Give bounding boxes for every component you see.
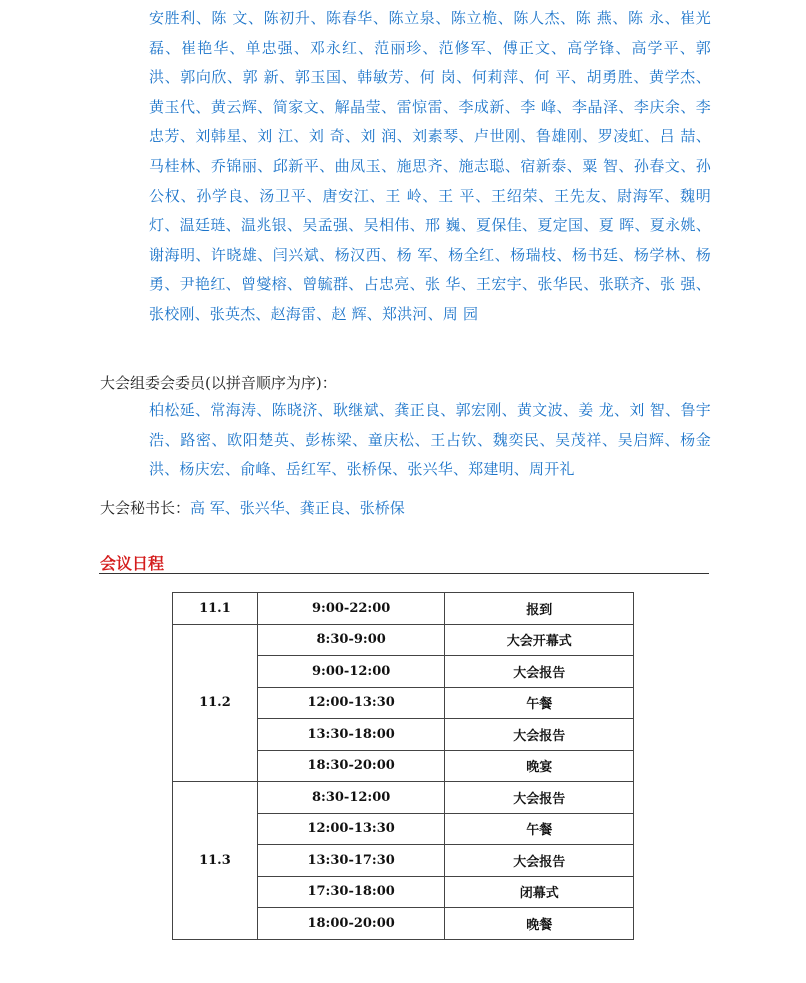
schedule-date: 11.2 [173, 624, 258, 782]
schedule-date: 11.3 [173, 782, 258, 940]
schedule-event: 大会报告 [445, 719, 634, 751]
schedule-date: 11.1 [173, 593, 258, 625]
schedule-event: 大会报告 [445, 845, 634, 877]
schedule-table [172, 592, 634, 940]
schedule-time: 13:30-17:30 [257, 845, 445, 877]
schedule-time: 18:00-20:00 [257, 908, 445, 940]
organizing-committee-label: 大会组委会委员(以拼音顺序为序)： [100, 374, 337, 392]
section-divider [99, 573, 709, 574]
secretary-general-names: 高 军、张兴华、龚正良、张桥保 [190, 499, 405, 517]
schedule-time: 8:30-12:00 [257, 782, 445, 814]
schedule-time: 13:30-18:00 [257, 719, 445, 751]
schedule-row [173, 593, 634, 625]
schedule-time: 9:00-22:00 [257, 593, 445, 625]
schedule-time: 18:30-20:00 [257, 750, 445, 782]
schedule-event: 晚餐 [445, 908, 634, 940]
schedule-table-body [173, 593, 634, 940]
schedule-time: 8:30-9:00 [257, 624, 445, 656]
schedule-row [173, 782, 634, 814]
schedule-event: 大会报告 [445, 656, 634, 688]
committee-members-list: 安胜利、陈 文、陈初升、陈春华、陈立泉、陈立桅、陈人杰、陈 燕、陈 永、崔光磊、崔艳华、单忠强、邓永红、范丽珍、范修军、傅正文、高学锋、高学平、郭 洪、郭向欣、郭 新、郭玉国、韩敏芳、何 岗、何莉萍、何 平、胡勇胜、黄学杰、黄玉代、黄云辉、简家文、解晶莹、雷惊雷、李成新、李 峰、李晶泽、李庆余、李忠芳、刘韩星、刘 江、刘 奇、刘 润、刘素琴、卢世刚、鲁雄刚、罗凌虹、吕 喆、马桂林、乔锦丽、邱新平、曲凤玉、施思齐、施志聪、宿新泰、粟 智、孙春文、孙公权、孙学良、汤卫平、唐安江、王 岭、王 平、王绍荣、王先友、尉海军、魏明灯、温廷琏、温兆银、吴孟强、吴相伟、邢 巍、夏保佳、夏定国、夏 晖、夏永姚、谢海明、许晓雄、闫兴斌、杨汉西、杨 军、杨全红、杨瑞枝、杨书廷、杨学林、杨 勇、尹艳红、曾燮榕、曾毓群、占忠亮、张 华、王宏宇、张华民、张联齐、张 强、张校刚、张英杰、赵海雷、赵 辉、郑洪河、周 园 [149, 9, 711, 323]
schedule-time: 17:30-18:00 [257, 876, 445, 908]
organizing-committee-members: 柏松延、常海涛、陈晓济、耿继斌、龚正良、郭宏刚、黄文波、姜 龙、刘 智、鲁宇浩、路密、欧阳楚英、彭栋梁、童庆松、王占钦、魏奕民、吴茂祥、吴启辉、杨金洪、杨庆宏、俞峰、岳红军、张桥保、张兴华、郑建明、周开礼 [149, 401, 711, 479]
secretary-general-label: 大会秘书长： [100, 499, 191, 517]
schedule-event: 午餐 [445, 687, 634, 719]
schedule-event: 大会报告 [445, 782, 634, 814]
schedule-row [173, 624, 634, 656]
schedule-time: 12:00-13:30 [257, 813, 445, 845]
schedule-time: 9:00-12:00 [257, 656, 445, 688]
secretary-general-line [100, 497, 405, 518]
schedule-event: 晚宴 [445, 750, 634, 782]
schedule-event: 闭幕式 [445, 876, 634, 908]
schedule-event: 报到 [445, 593, 634, 625]
schedule-title: 会议日程 [100, 554, 165, 573]
schedule-time: 12:00-13:30 [257, 687, 445, 719]
schedule-event: 大会开幕式 [445, 624, 634, 656]
schedule-event: 午餐 [445, 813, 634, 845]
